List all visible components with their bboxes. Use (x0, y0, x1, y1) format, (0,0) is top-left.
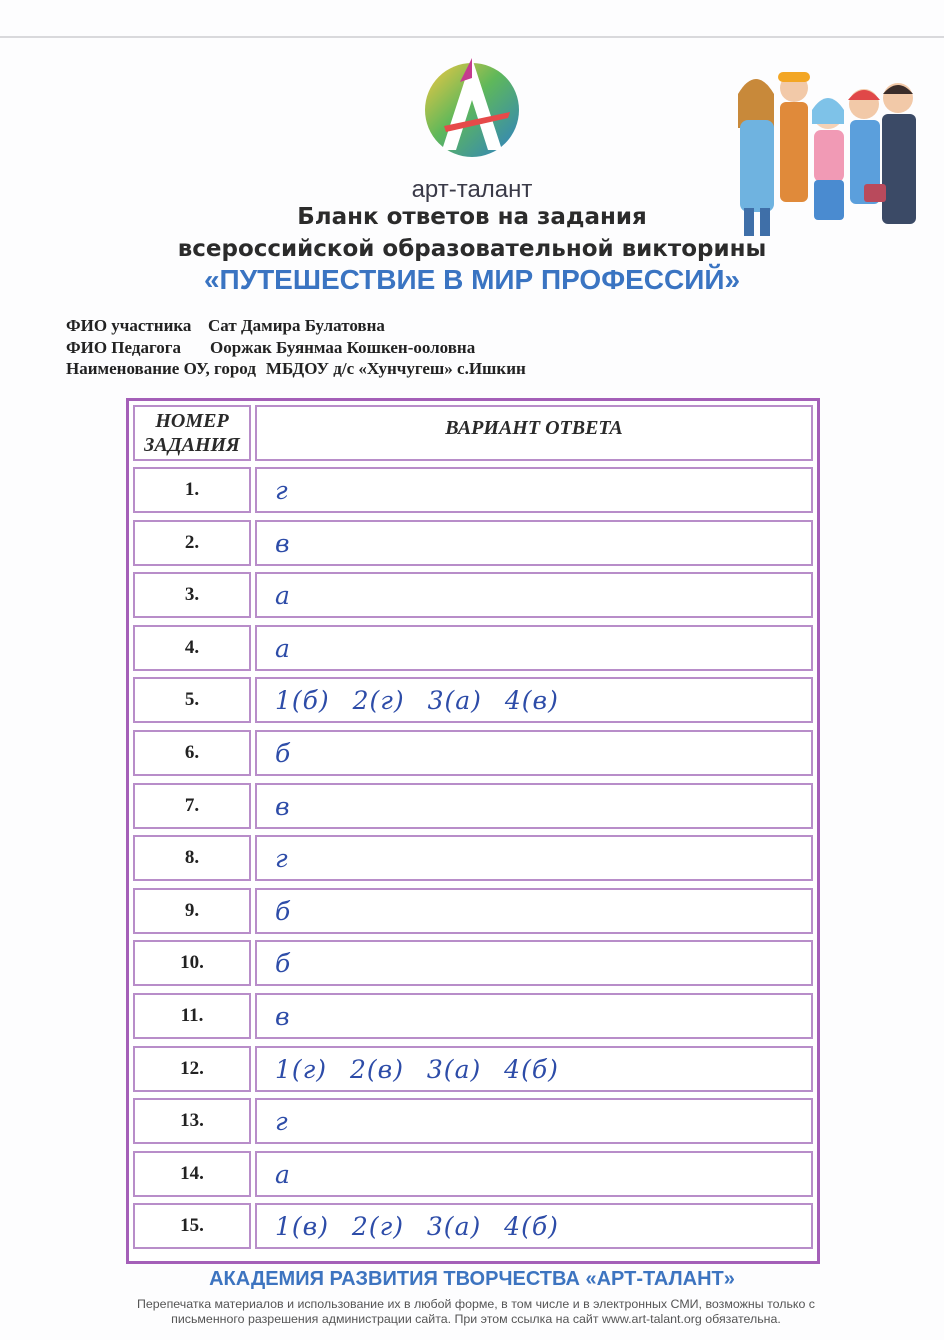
answer-cell: в (255, 520, 813, 566)
task-number-cell: 5. (133, 677, 251, 723)
quiz-title: «ПУТЕШЕСТВИЕ В МИР ПРОФЕССИЙ» (203, 264, 741, 295)
answer-cell: а (255, 625, 813, 671)
task-number-cell: 14. (133, 1151, 251, 1197)
task-number-cell: 8. (133, 835, 251, 881)
art-talant-logo-icon (420, 52, 524, 162)
logo-text: арт-талант (411, 176, 533, 203)
page-top-edge (0, 36, 944, 38)
header-task-number-line2: ЗАДАНИЯ (144, 434, 240, 456)
answer-cell: б (255, 940, 813, 986)
participant-value: Сат Дамира Булатовна (208, 316, 385, 335)
answer-cell: б (255, 888, 813, 934)
task-number-cell: 10. (133, 940, 251, 986)
task-number-cell: 7. (133, 783, 251, 829)
task-number-cell: 3. (133, 572, 251, 618)
answer-cell: г (255, 835, 813, 881)
task-number-cell: 12. (133, 1046, 251, 1092)
answer-cell: 1(г) 2(в) 3(а) 4(б) (255, 1046, 813, 1092)
answer-cell: а (255, 572, 813, 618)
teacher-label: ФИО Педагога (66, 338, 181, 357)
participant-line (66, 316, 385, 336)
footer-copyright-note (96, 1297, 856, 1327)
answer-cell: г (255, 467, 813, 513)
answer-cell: б (255, 730, 813, 776)
form-subtitle: всероссийской образовательной викторины (177, 236, 767, 262)
teacher-value: Ооржак Буянмаа Кошкен-ооловна (210, 338, 476, 357)
form-title: Бланк ответов на задания (297, 204, 647, 230)
task-number-cell: 2. (133, 520, 251, 566)
task-number-cell: 9. (133, 888, 251, 934)
task-number-cell: 11. (133, 993, 251, 1039)
task-number-cell: 13. (133, 1098, 251, 1144)
task-number-cell: 15. (133, 1203, 251, 1249)
answer-cell: г (255, 1098, 813, 1144)
answer-table (126, 398, 820, 1264)
answer-cell: в (255, 783, 813, 829)
task-number-cell: 6. (133, 730, 251, 776)
answer-cell: а (255, 1151, 813, 1197)
header-answer-variant (255, 405, 813, 461)
organization-label: Наименование ОУ, город (66, 359, 256, 378)
footer-title: АКАДЕМИЯ РАЗВИТИЯ ТВОРЧЕСТВА «АРТ-ТАЛАНТ» (209, 1268, 735, 1290)
task-number-cell: 1. (133, 467, 251, 513)
participant-label: ФИО участника (66, 316, 192, 335)
organization-value: МБДОУ д/с «Хунчугеш» с.Ишкин (265, 359, 526, 378)
header-answer-label: ВАРИАНТ ОТВЕТА (445, 416, 623, 439)
header-task-number-line1: НОМЕР (155, 410, 229, 432)
answer-cell: в (255, 993, 813, 1039)
task-number-cell: 4. (133, 625, 251, 671)
answer-cell: 1(б) 2(г) 3(а) 4(в) (255, 677, 813, 723)
answer-cell: 1(в) 2(г) 3(а) 4(б) (255, 1203, 813, 1249)
organization-line (66, 359, 526, 379)
footer-note-line1: Перепечатка материалов и использование их в любой форме, в том числе и в электронных СМИ, возможны только с (136, 1297, 816, 1311)
footer-note-line2: письменного разрешения администрации сайта. При этом ссылка на сайт www.art-talant.org обязательна. (171, 1312, 781, 1326)
header-task-number (133, 405, 251, 461)
teacher-line (66, 338, 475, 358)
